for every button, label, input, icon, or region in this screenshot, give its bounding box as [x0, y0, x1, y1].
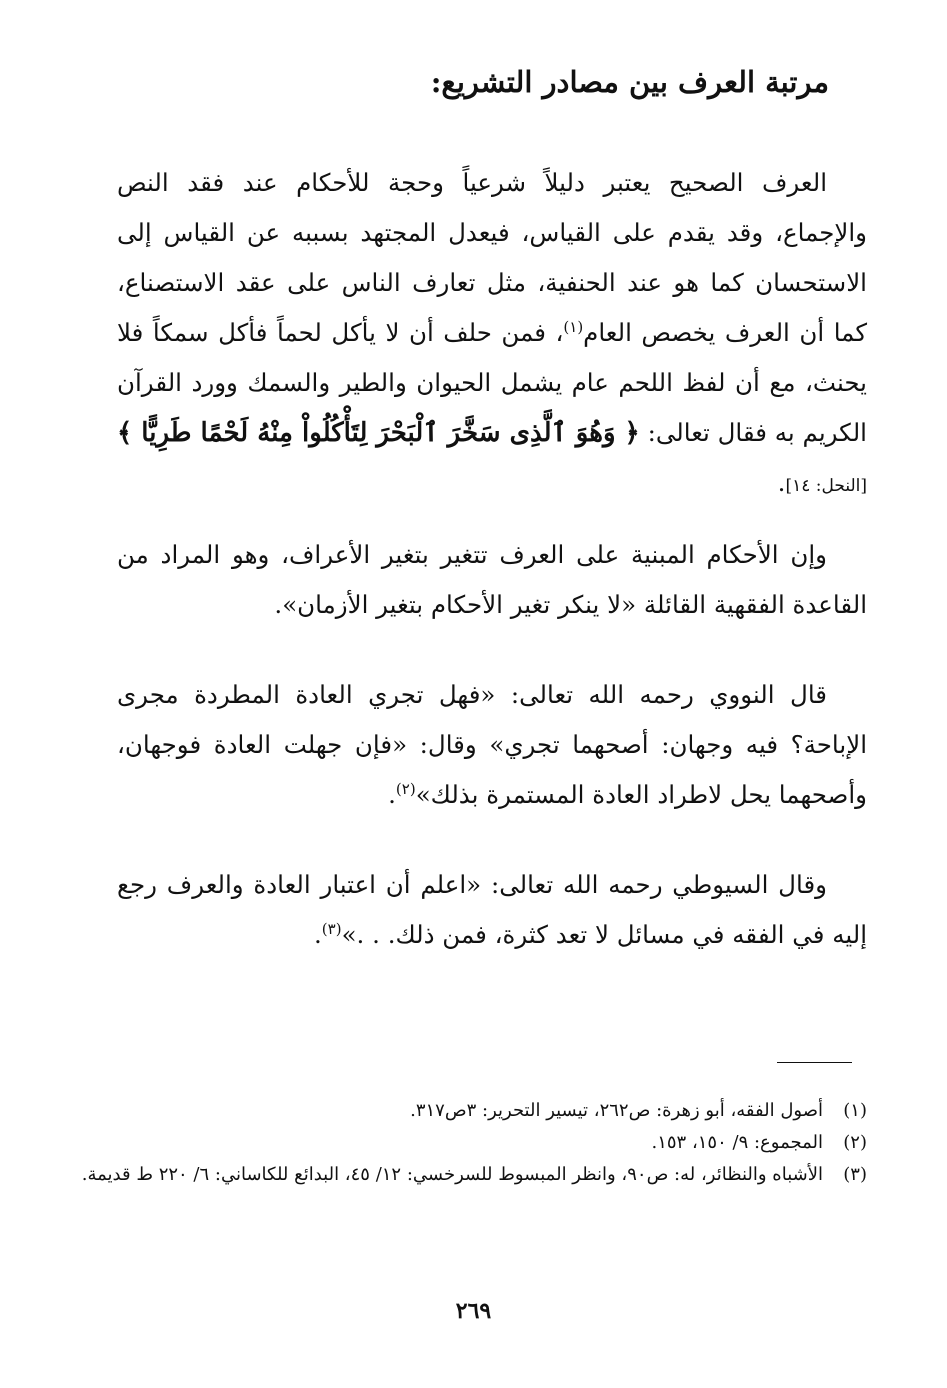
paragraph-text: وإن الأحكام المبنية على العرف تتغير بتغير الأعراف، وهو المراد من القاعدة الفقهية القائلة «لا ينكر تغير الأحكام بتغير الأزمان». — [117, 540, 867, 619]
footnotes-list — [77, 1096, 867, 1192]
sentence-end: . — [777, 468, 786, 497]
footnote-number: (٣) — [843, 1164, 867, 1185]
paragraph-text: العرف الصحيح يعتبر دليلاً شرعياً وحجة للأحكام عند فقد النص والإجماع، وقد يقدم على القياس، فيعدل المجتهد بسببه عن القياس إلى الاستحسان كما هو عند الحنفية، مثل تعارف الناس على عقد الاستصناع، كما أن العرف يخصص العام — [117, 168, 867, 347]
paragraph-rulings-change — [117, 530, 867, 630]
footnote-item — [77, 1128, 867, 1158]
footnote-marker-1[interactable]: (١) — [563, 317, 584, 336]
sentence-end: . — [313, 920, 322, 949]
footnote-number: (١) — [843, 1100, 867, 1121]
footnote-divider — [777, 1062, 852, 1063]
footnote-item — [77, 1096, 867, 1126]
footnote-text: الأشباه والنظائر، له: ص٩٠، وانظر المبسوط للسرخسي: ١٢/ ٤٥، البدائع للكاساني: ٦/ ٢٢٠ ط قديمة. — [81, 1164, 823, 1185]
paragraph-nawawi-quote — [117, 670, 867, 820]
verse-reference: [النحل: ١٤] — [785, 476, 867, 496]
paragraph-text: ، فمن حلف أن لا يأكل لحماً فأكل سمكاً فلا يحنث، مع أن لفظ اللحم عام يشمل الحيوان والطير والسمك وورد القرآن الكريم به فقال تعالى: — [117, 318, 867, 447]
footnote-text: أصول الفقه، أبو زهرة: ص٢٦٢، تيسير التحرير: ٣ص٣١٧. — [410, 1100, 823, 1121]
paragraph-suyuti-quote — [117, 860, 867, 960]
paragraph-text: قال النووي رحمه الله تعالى: «فهل تجري العادة المطردة مجرى الإباحة؟ فيه وجهان: أصحهما تجري» وقال: «فإن جهلت العادة فوجهان، وأصحهما يحل لاطراد العادة المستمرة بذلك» — [117, 680, 867, 809]
footnote-marker-3[interactable]: (٣) — [321, 919, 342, 938]
footnote-number: (٢) — [843, 1132, 867, 1153]
footnote-marker-2[interactable]: (٢) — [395, 779, 416, 798]
page-number: ٢٦٩ — [455, 1298, 492, 1324]
sentence-end: . — [388, 780, 396, 809]
paragraph-text: وقال السيوطي رحمه الله تعالى: «اعلم أن اعتبار العادة والعرف رجع إليه في الفقه في مسائل لا تعد كثرة، فمن ذلك. . .» — [117, 870, 867, 949]
section-heading: مرتبة العرف بين مصادر التشريع: — [430, 65, 829, 99]
footnote-text: المجموع: ٩/ ١٥٠، ١٥٣. — [651, 1132, 823, 1153]
quran-verse: ﴿ وَهُوَ ٱلَّذِى سَخَّرَ ٱلْبَحْرَ لِتَأْكُلُواْ مِنْهُ لَحْمًا طَرِيًّا ﴾ — [117, 418, 640, 448]
footnote-item — [77, 1160, 867, 1190]
paragraph-custom-as-evidence — [117, 158, 867, 511]
